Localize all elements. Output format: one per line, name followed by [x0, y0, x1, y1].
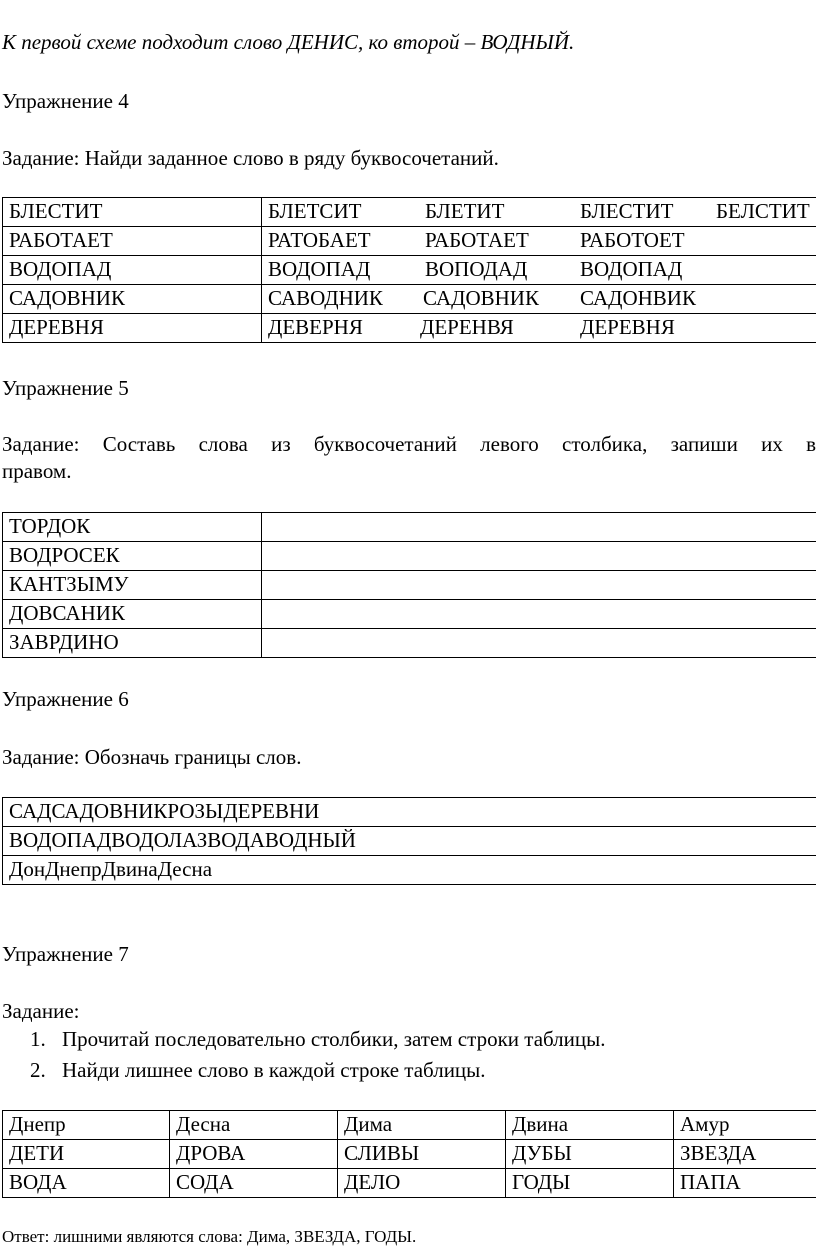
ex5-letters-cell: ВОДРОСЕК: [3, 542, 262, 571]
ex4-option: БЛЕТИТ: [425, 199, 505, 224]
ex4-option: САВОДНИК: [268, 286, 383, 311]
table-row: [3, 198, 816, 227]
table-row: [3, 256, 816, 285]
list-item-number: 2.: [30, 1058, 46, 1082]
ex4-option: САДОНВИК: [580, 286, 696, 311]
table-row: [3, 513, 816, 542]
ex7-cell: ПАПА: [674, 1169, 816, 1198]
ex4-option: БЛЕТСИТ: [268, 199, 362, 224]
ex6-table: [2, 797, 816, 885]
ex7-cell: ЗВЕЗДА: [674, 1140, 816, 1169]
ex7-cell: СЛИВЫ: [338, 1140, 506, 1169]
ex4-option: БЛЕСТИТ: [580, 199, 674, 224]
ex5-letters-cell: ЗАВРДИНО: [3, 629, 262, 658]
ex5-answer-cell[interactable]: [262, 629, 816, 658]
ex4-option: БЕЛСТИТ: [716, 199, 810, 224]
ex4-option: ВОДОПАД: [580, 257, 683, 282]
ex4-option: ДЕВЕРНЯ: [268, 315, 363, 340]
intro-text: К первой схеме подходит слово ДЕНИС, ко второй – ВОДНЫЙ.: [2, 30, 575, 54]
ex6-string-cell: ВОДОПАДВОДОЛАЗВОДАВОДНЫЙ: [3, 827, 816, 856]
ex4-option: РАБОТОЕТ: [580, 228, 685, 253]
table-row: [3, 571, 816, 600]
ex7-cell: ДЕЛО: [338, 1169, 506, 1198]
ex4-option: САДОВНИК: [423, 286, 539, 311]
ex4-option: ДЕРЕНВЯ: [420, 315, 514, 340]
ex4-option: РАБОТАЕТ: [425, 228, 529, 253]
table-row: [3, 1140, 816, 1169]
ex7-cell: Десна: [170, 1111, 338, 1140]
ex5-answer-cell[interactable]: [262, 542, 816, 571]
ex7-cell: ДРОВА: [170, 1140, 338, 1169]
ex7-cell: Днепр: [3, 1111, 170, 1140]
ex7-cell: СОДА: [170, 1169, 338, 1198]
ex6-heading: Упражнение 6: [2, 687, 129, 711]
ex4-word-cell: ДЕРЕВНЯ: [3, 314, 262, 343]
ex4-heading: Упражнение 4: [2, 89, 129, 113]
ex7-table: [2, 1110, 816, 1198]
list-item: [30, 1027, 606, 1058]
ex7-cell: ДЕТИ: [3, 1140, 170, 1169]
ex5-answer-cell[interactable]: [262, 600, 816, 629]
ex4-option: ДЕРЕВНЯ: [580, 315, 675, 340]
ex4-options-cell: [262, 256, 816, 285]
ex5-table: [2, 512, 816, 658]
ex5-task-line2: правом.: [2, 459, 72, 483]
ex7-cell: ГОДЫ: [506, 1169, 674, 1198]
ex7-steps-list: [30, 1027, 606, 1089]
ex7-cell: ДУБЫ: [506, 1140, 674, 1169]
table-row: [3, 314, 816, 343]
ex7-task: Задание:: [2, 999, 80, 1023]
ex5-task-line1: Задание: Составь слова из буквосочетаний левого столбика, запиши их в: [2, 432, 816, 456]
ex7-cell: Двина: [506, 1111, 674, 1140]
ex4-option: РАТОБАЕТ: [268, 228, 371, 253]
ex6-string-cell: ДонДнепрДвинаДесна: [3, 856, 816, 885]
ex7-heading: Упражнение 7: [2, 942, 129, 966]
table-row: [3, 629, 816, 658]
ex4-options-cell: [262, 227, 816, 256]
ex5-answer-cell[interactable]: [262, 571, 816, 600]
table-row: [3, 227, 816, 256]
table-row: [3, 1169, 816, 1198]
ex6-task: Задание: Обозначь границы слов.: [2, 745, 302, 769]
ex7-cell: Амур: [674, 1111, 816, 1140]
ex4-option: ВОДОПАД: [268, 257, 371, 282]
list-item-text: Прочитай последовательно столбики, затем строки таблицы.: [62, 1027, 606, 1051]
table-row: [3, 542, 816, 571]
table-row: [3, 600, 816, 629]
table-row: [3, 856, 816, 885]
ex4-options-cell: [262, 198, 816, 227]
ex4-options-cell: [262, 314, 816, 343]
ex5-answer-cell[interactable]: [262, 513, 816, 542]
ex7-cell: ВОДА: [3, 1169, 170, 1198]
table-row: [3, 798, 816, 827]
ex5-heading: Упражнение 5: [2, 376, 129, 400]
ex4-options-cell: [262, 285, 816, 314]
ex5-letters-cell: ДОВСАНИК: [3, 600, 262, 629]
ex7-cell: Дима: [338, 1111, 506, 1140]
ex4-option: ВОПОДАД: [425, 257, 528, 282]
ex5-letters-cell: КАНТЗЫМУ: [3, 571, 262, 600]
list-item-text: Найди лишнее слово в каждой строке таблицы.: [62, 1058, 486, 1082]
ex4-word-cell: РАБОТАЕТ: [3, 227, 262, 256]
table-row: [3, 827, 816, 856]
table-row: [3, 285, 816, 314]
list-item-number: 1.: [30, 1027, 46, 1051]
ex5-letters-cell: ТОРДОК: [3, 513, 262, 542]
ex4-word-cell: ВОДОПАД: [3, 256, 262, 285]
list-item: [30, 1058, 606, 1089]
ex4-table: [2, 197, 816, 343]
table-row: [3, 1111, 816, 1140]
ex6-string-cell: САДСАДОВНИКРОЗЫДЕРЕВНИ: [3, 798, 816, 827]
ex4-task: Задание: Найди заданное слово в ряду буквосочетаний.: [2, 146, 499, 170]
ex4-word-cell: БЛЕСТИТ: [3, 198, 262, 227]
ex7-answer: Ответ: лишними являются слова: Дима, ЗВЕЗДА, ГОДЫ.: [2, 1227, 417, 1246]
ex4-word-cell: САДОВНИК: [3, 285, 262, 314]
